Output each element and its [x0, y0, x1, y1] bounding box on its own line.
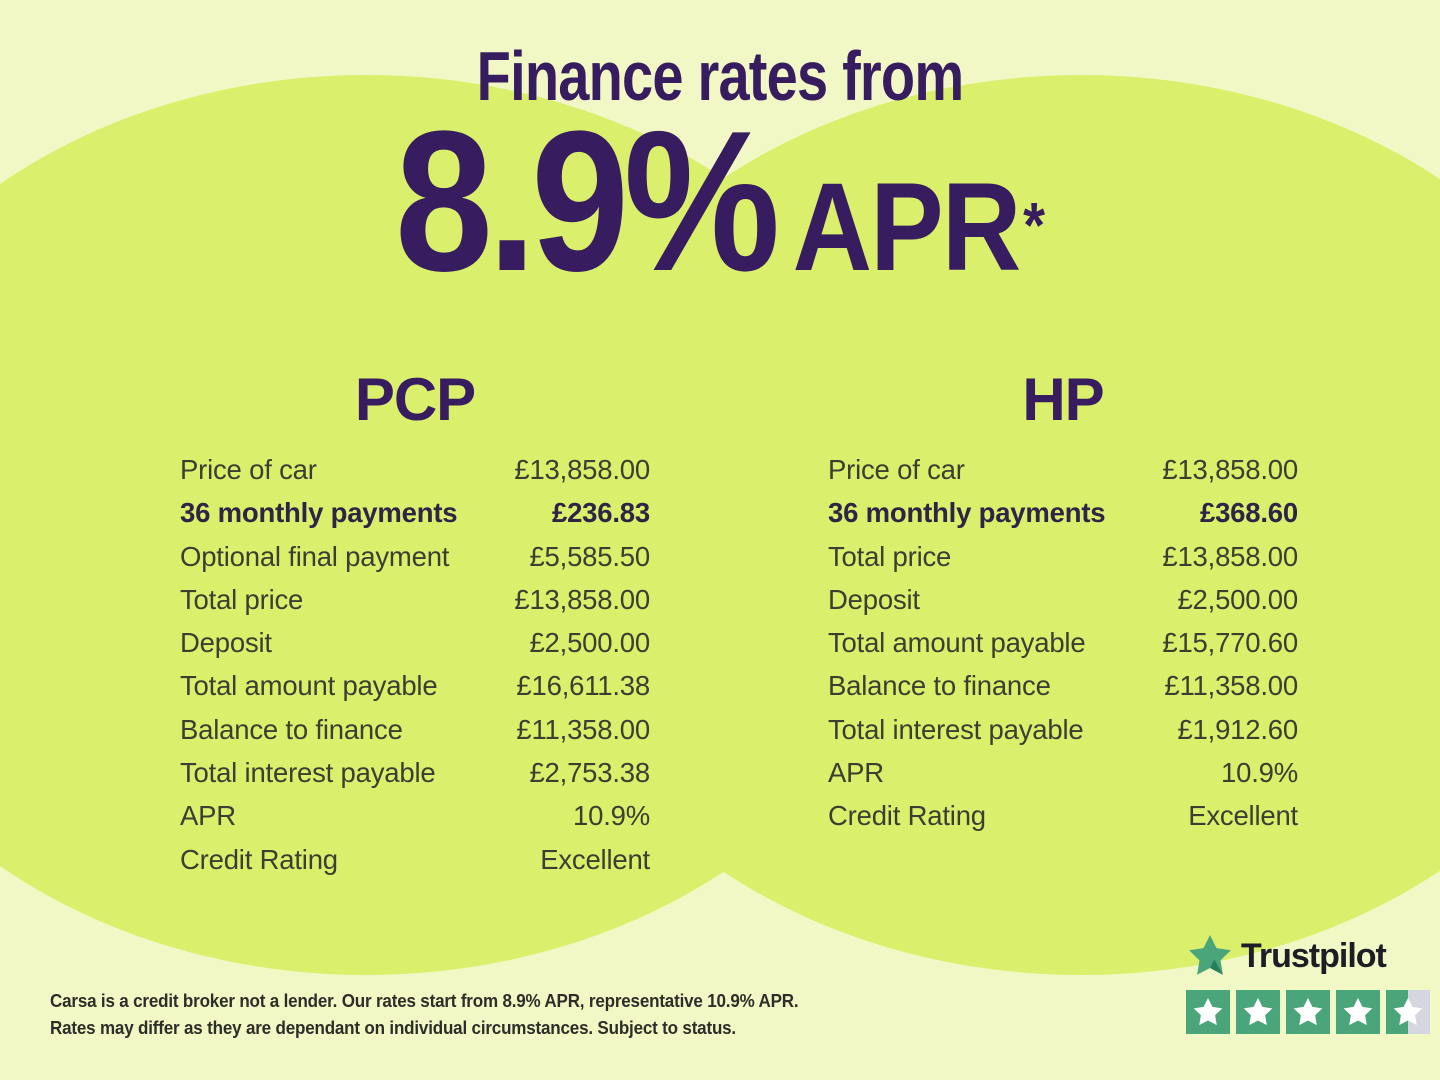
row-label: Total interest payable	[828, 713, 1084, 745]
table-row	[828, 621, 1298, 664]
table-row	[828, 491, 1298, 534]
row-label: Optional final payment	[180, 540, 450, 572]
row-value: Excellent	[540, 843, 650, 875]
table-row	[180, 535, 650, 578]
row-value: £2,500.00	[1177, 583, 1298, 615]
hp-rows	[828, 448, 1298, 838]
row-label: Credit Rating	[828, 800, 986, 832]
row-label: Total price	[180, 583, 304, 615]
row-label: APR	[828, 757, 884, 789]
row-label: Deposit	[828, 583, 920, 615]
rate-footnote-marker: *	[1023, 189, 1046, 261]
row-label: Price of car	[828, 454, 965, 485]
page-title: Finance rates from	[476, 37, 964, 115]
trustpilot-star-icon	[1186, 932, 1234, 980]
rating-star-box	[1236, 990, 1280, 1034]
table-row	[180, 578, 650, 621]
pcp-table	[180, 366, 650, 881]
table-row	[828, 751, 1298, 794]
table-row	[180, 838, 650, 881]
row-value: £11,358.00	[516, 713, 650, 745]
row-value: £1,912.60	[1177, 713, 1298, 745]
pcp-rows	[180, 448, 650, 881]
row-value: £15,770.60	[1162, 627, 1298, 659]
hp-table	[828, 366, 1298, 838]
rating-star-box	[1286, 990, 1330, 1034]
hp-title: HP	[1022, 366, 1104, 433]
row-label: Total amount payable	[828, 627, 1086, 659]
table-row	[180, 751, 650, 794]
row-label: APR	[180, 800, 236, 832]
row-value: £13,858.00	[514, 583, 650, 615]
rating-star-box	[1186, 990, 1230, 1034]
trustpilot-logo	[1186, 932, 1386, 980]
table-row	[828, 535, 1298, 578]
row-value: £368.60	[1199, 497, 1298, 529]
pcp-title: PCP	[354, 366, 476, 433]
table-row	[828, 664, 1298, 707]
row-label: Total interest payable	[180, 757, 436, 789]
row-value: 10.9%	[1221, 757, 1298, 789]
row-label: Balance to finance	[180, 713, 403, 745]
row-label: Deposit	[180, 627, 272, 659]
row-label: 36 monthly payments	[828, 497, 1106, 529]
row-label: Balance to finance	[828, 670, 1051, 702]
table-row	[180, 448, 650, 491]
rate-unit: APR	[792, 158, 1020, 297]
disclaimer-line-2: Rates may differ as they are dependant on individual circumstances. Subject to status.	[50, 1016, 736, 1038]
row-value: £13,858.00	[1162, 540, 1298, 572]
table-row	[180, 621, 650, 664]
row-label: Total amount payable	[180, 670, 438, 702]
row-label: Price of car	[180, 454, 317, 485]
rating-star-box	[1386, 990, 1430, 1034]
row-value: £11,358.00	[1164, 670, 1298, 702]
table-row	[180, 664, 650, 707]
row-value: £2,753.38	[529, 757, 650, 789]
row-value: £236.83	[551, 497, 650, 529]
disclaimer-line-1: Carsa is a credit broker not a lender. Our rates start from 8.9% APR, representative 10.9% APR.	[50, 990, 799, 1011]
row-value: £13,858.00	[1162, 454, 1298, 485]
disclaimer	[50, 988, 878, 1042]
table-row	[828, 708, 1298, 751]
row-value: £5,585.50	[529, 540, 650, 572]
trustpilot-rating-stars	[1186, 990, 1430, 1034]
row-value: 10.9%	[573, 800, 650, 832]
row-label: Credit Rating	[180, 843, 338, 875]
row-label: 36 monthly payments	[180, 497, 458, 529]
row-label: Total price	[828, 540, 952, 572]
row-value: £2,500.00	[529, 627, 650, 659]
trustpilot-brand-text: Trustpilot	[1241, 936, 1386, 975]
table-row	[180, 708, 650, 751]
row-value: £13,858.00	[514, 454, 650, 485]
table-row	[828, 794, 1298, 837]
table-row	[828, 448, 1298, 491]
rating-star-box	[1336, 990, 1380, 1034]
row-value: £16,611.38	[516, 670, 650, 702]
headline-rate	[86, 90, 1353, 313]
row-value: Excellent	[1188, 800, 1298, 832]
table-row	[180, 491, 650, 534]
rate-value: 8.9%	[394, 90, 776, 313]
table-row	[180, 794, 650, 837]
table-row	[828, 578, 1298, 621]
